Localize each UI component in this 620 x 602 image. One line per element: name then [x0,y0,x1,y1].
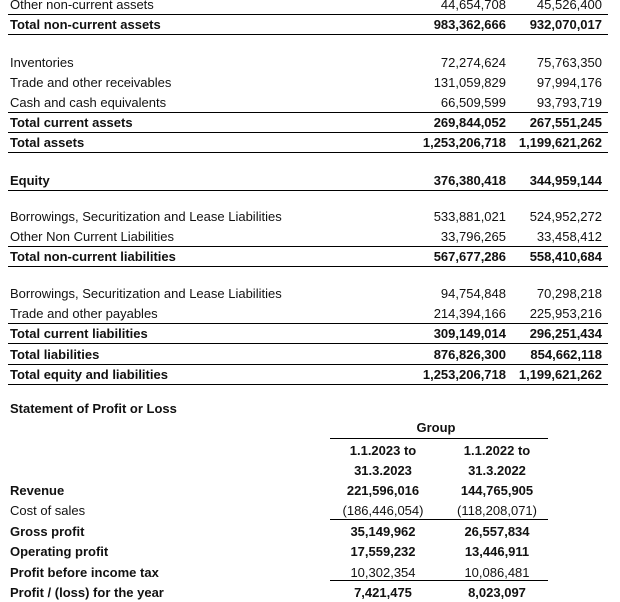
value-2022: 225,953,216 [529,306,602,321]
column-header-row [8,460,568,480]
row-label: Total equity and liabilities [10,367,168,382]
value-2023: 10,302,354 [350,565,416,580]
value-2023: 72,274,624 [440,55,506,70]
table-row [8,344,608,365]
row-label: Total non-current assets [10,17,161,32]
value-2022: 854,662,118 [530,347,602,362]
value-2023: 376,380,418 [433,173,506,188]
row-label: Cost of sales [10,503,86,518]
row-label: Equity [10,173,50,188]
subtotal-rule [330,580,548,581]
row-label: Other Non Current Liabilities [10,229,175,244]
value-2022: 26,557,834 [464,524,530,539]
table-row [8,582,568,602]
value-2022: 1,199,621,262 [518,135,602,150]
value-2022: 33,458,412 [536,229,602,244]
row-label: Other non-current assets [10,0,154,12]
value-2022: 932,070,017 [529,17,602,32]
row-label: Profit before income tax [10,565,159,580]
value-2022: 70,298,218 [536,286,602,301]
value-2022: 13,446,911 [464,544,530,559]
row-label: Trade and other payables [10,306,158,321]
row-label: Total assets [10,135,85,150]
table-row [8,206,608,226]
row-label: Borrowings, Securitization and Lease Liabilities [10,286,282,301]
table-row [8,72,608,92]
row-label: Borrowings, Securitization and Lease Liabilities [10,209,282,224]
row-label: Total current liabilities [10,326,148,341]
table-row [8,92,608,113]
table-row [8,500,568,520]
table-row [8,283,608,303]
value-2022: 267,551,245 [529,115,602,130]
table-row [8,364,608,385]
value-2023: 17,559,232 [350,544,416,559]
row-label: Inventories [10,55,74,70]
table-row [8,0,608,15]
value-2023: 214,394,166 [433,306,506,321]
value-2022: 296,251,434 [529,326,602,341]
table-row [8,303,608,324]
value-2022: 144,765,905 [460,483,534,498]
value-2022: 344,959,144 [529,173,602,188]
table-row [8,226,608,247]
value-2022: 93,793,719 [536,95,602,110]
row-label: Revenue [10,483,65,498]
value-2022: 8,023,097 [468,585,526,600]
group-header: Group [416,420,456,435]
value-2022: 558,410,684 [529,249,602,264]
value-2022: 1,199,621,262 [518,367,602,382]
table-row [8,52,608,72]
value-2023: 309,149,014 [433,326,506,341]
value-2022: 524,952,272 [529,209,602,224]
group-divider [330,438,548,439]
value-2023: 1,253,206,718 [422,367,506,382]
subtotal-rule [330,519,548,520]
table-row [8,562,568,582]
row-label: Profit / (loss) for the year [10,585,164,600]
value-2023: 7,421,475 [354,585,412,600]
value-2023: (186,446,054) [342,503,424,518]
value-2023: 66,509,599 [440,95,506,110]
value-2023: 221,596,016 [346,483,420,498]
table-row [8,112,608,133]
value-2023: 1,253,206,718 [422,135,506,150]
table-row [8,170,608,191]
value-2023: 44,654,708 [440,0,506,12]
value-2023: 131,059,829 [433,75,506,90]
table-row [8,480,568,500]
col-2022-header-line2: 31.3.2022 [468,463,526,478]
row-label: Total liabilities [10,347,100,362]
row-label: Gross profit [10,524,85,539]
col-2022-header-line1: 1.1.2022 to [463,443,531,458]
value-2023: 876,826,300 [433,347,506,362]
col-2023-header-line1: 1.1.2023 to [349,443,417,458]
row-label: Trade and other receivables [10,75,172,90]
value-2023: 94,754,848 [440,286,506,301]
value-2022: 10,086,481 [464,565,530,580]
column-header-row [8,440,568,460]
table-row [8,541,568,561]
value-2022: (118,208,071) [457,503,537,518]
value-2023: 533,881,021 [433,209,506,224]
value-2022: 75,763,350 [536,55,602,70]
value-2023: 269,844,052 [433,115,506,130]
value-2022: 45,526,400 [536,0,602,12]
row-label: Total non-current liabilities [10,249,176,264]
table-row [8,323,608,344]
row-label: Operating profit [10,544,109,559]
row-label: Total current assets [10,115,133,130]
value-2023: 567,677,286 [433,249,506,264]
table-row [8,246,608,267]
value-2023: 33,796,265 [440,229,506,244]
value-2023: 35,149,962 [350,524,416,539]
table-row [8,14,608,35]
section-title: Statement of Profit or Loss [10,401,177,416]
row-label: Cash and cash equivalents [10,95,167,110]
table-row [8,132,608,153]
table-row [8,521,568,541]
value-2022: 97,994,176 [536,75,602,90]
col-2023-header-line2: 31.3.2023 [354,463,412,478]
value-2023: 983,362,666 [433,17,506,32]
